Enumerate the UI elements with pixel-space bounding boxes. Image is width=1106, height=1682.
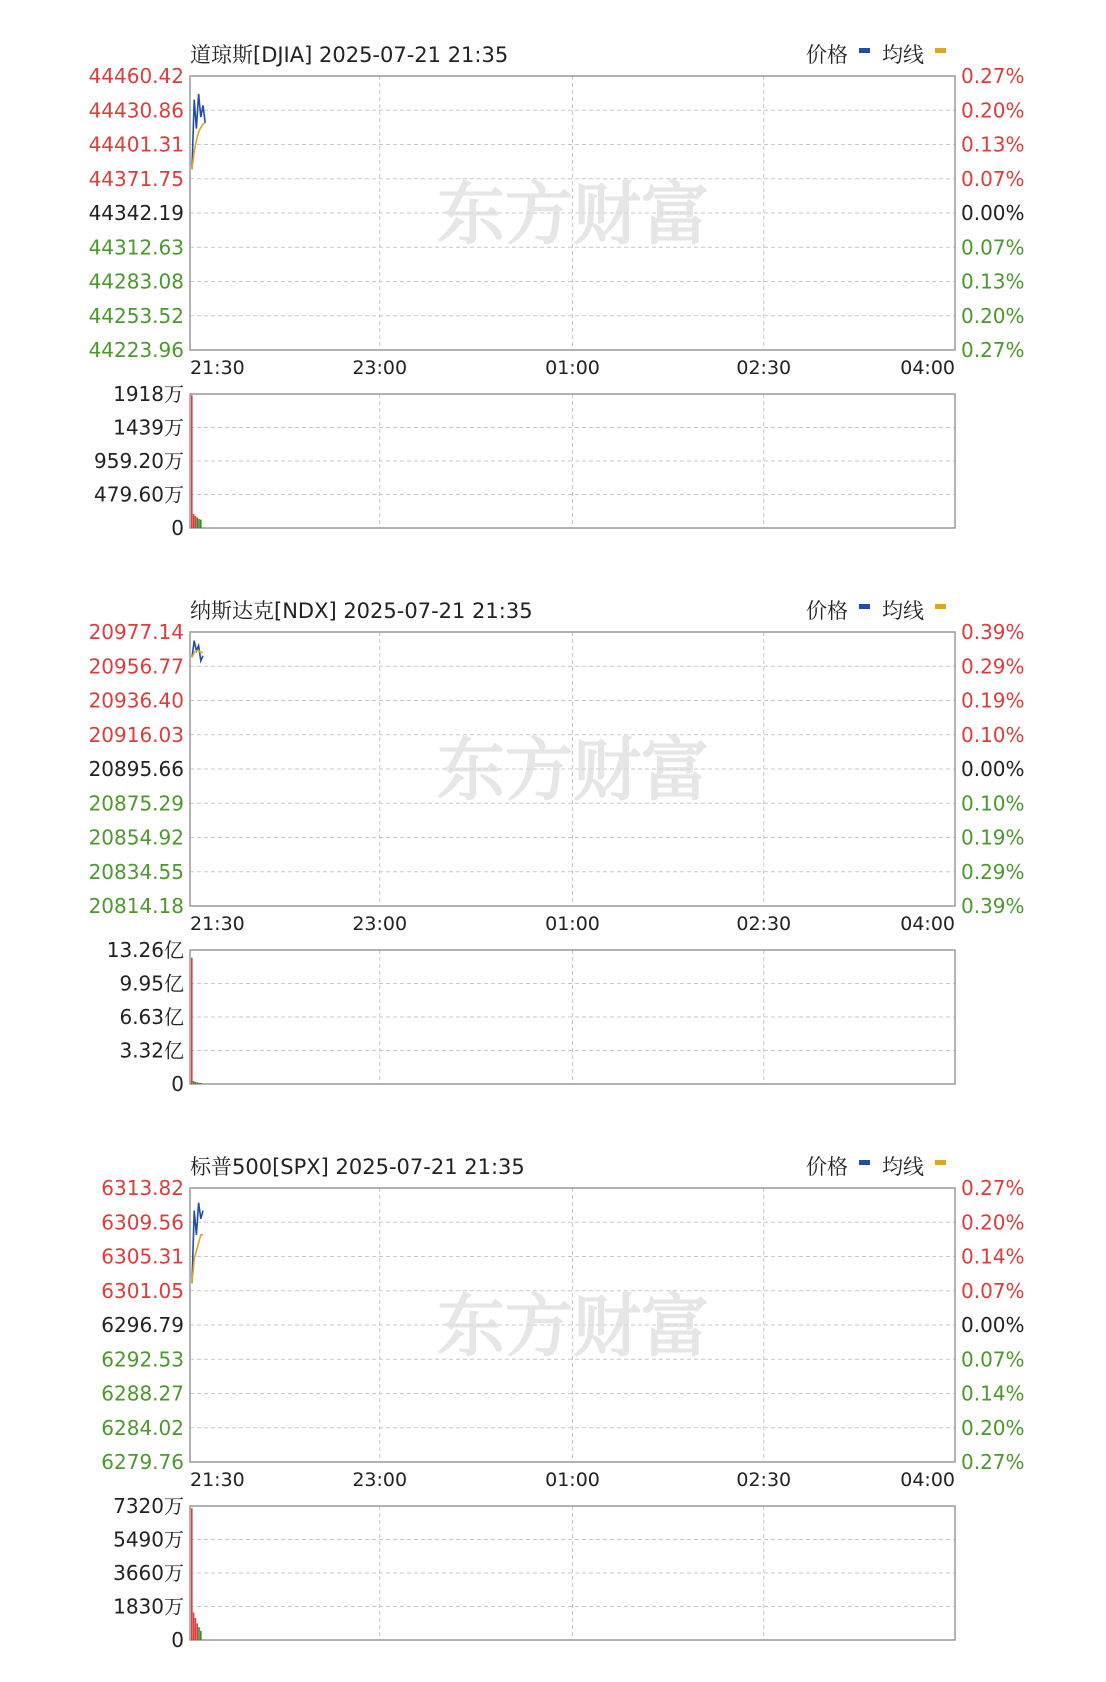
price-axis-label: 6284.02 xyxy=(101,1415,184,1440)
volume-bar xyxy=(196,1082,198,1084)
volume-axis-label: 479.60万 xyxy=(94,482,184,507)
volume-bar xyxy=(200,1631,202,1640)
pct-axis-label: 0.00% xyxy=(961,201,1025,225)
price-axis-label: 20854.92 xyxy=(88,825,184,850)
volume-axis-label: 0 xyxy=(171,1628,184,1652)
price-axis-label: 20977.14 xyxy=(88,620,184,644)
pct-axis-label: 0.39% xyxy=(961,620,1025,644)
volume-bar xyxy=(195,516,197,528)
time-axis-label: 01:00 xyxy=(545,913,600,935)
volume-axis-label: 6.63亿 xyxy=(119,1005,184,1029)
pct-axis-label: 0.10% xyxy=(961,722,1025,747)
watermark-text: 东方财富 xyxy=(436,1288,710,1367)
pct-axis-label: 0.39% xyxy=(961,894,1025,918)
price-axis-label: 20834.55 xyxy=(88,859,184,884)
volume-bar xyxy=(196,518,198,528)
volume-bar xyxy=(193,1613,195,1640)
pct-axis-label: 0.13% xyxy=(961,269,1025,294)
pct-axis-label: 0.14% xyxy=(961,1244,1025,1269)
time-axis-label: 02:30 xyxy=(736,357,792,379)
volume-axis-label: 13.26亿 xyxy=(106,938,184,962)
chart-panel xyxy=(89,599,1025,1096)
volume-axis-label: 5490万 xyxy=(113,1527,184,1552)
pct-axis-label: 0.29% xyxy=(961,859,1025,884)
volume-bar xyxy=(191,958,193,1084)
chart-title: 标普500[SPX] 2025-07-21 21:35 xyxy=(190,1155,525,1179)
volume-bar xyxy=(198,1627,200,1640)
price-axis-label: 20895.66 xyxy=(88,757,184,781)
volume-axis-label: 1830万 xyxy=(113,1594,184,1619)
time-axis-label: 01:00 xyxy=(545,1469,600,1491)
price-axis-label: 44430.86 xyxy=(88,98,184,123)
price-axis-label: 44460.42 xyxy=(88,64,184,88)
watermark-text: 东方财富 xyxy=(436,176,710,255)
legend-price-label: 价格 xyxy=(806,1155,848,1179)
pct-axis-label: 0.00% xyxy=(961,1313,1025,1337)
volume-bar xyxy=(195,1082,197,1084)
pct-axis-label: 0.07% xyxy=(961,1278,1025,1303)
legend-price-label: 价格 xyxy=(806,43,848,67)
pct-axis-label: 0.07% xyxy=(961,1347,1025,1372)
volume-axis-label: 1439万 xyxy=(113,415,184,440)
volume-bar xyxy=(198,1083,200,1084)
legend-avg-swatch xyxy=(935,604,946,609)
price-axis-label: 6279.76 xyxy=(101,1450,184,1474)
time-axis-label: 21:30 xyxy=(190,913,245,935)
price-axis-label: 6288.27 xyxy=(101,1381,184,1406)
watermark-text: 东方财富 xyxy=(436,732,710,811)
volume-axis-label: 0 xyxy=(171,516,184,540)
price-axis-label: 20936.40 xyxy=(88,688,184,713)
pct-axis-label: 0.19% xyxy=(961,688,1025,713)
price-axis-label: 6301.05 xyxy=(101,1278,184,1303)
average-line xyxy=(192,651,203,658)
legend-avg-label: 均线 xyxy=(882,599,924,623)
time-axis-label: 21:30 xyxy=(190,1469,245,1491)
legend-avg-label: 均线 xyxy=(882,1155,924,1179)
pct-axis-label: 0.27% xyxy=(961,338,1025,362)
chart-title: 纳斯达克[NDX] 2025-07-21 21:35 xyxy=(190,599,533,623)
pct-axis-label: 0.19% xyxy=(961,825,1025,850)
time-axis-label: 23:00 xyxy=(352,357,408,379)
volume-axis-label: 3660万 xyxy=(113,1561,184,1585)
volume-axis-label: 3.32亿 xyxy=(119,1038,184,1063)
pct-axis-label: 0.10% xyxy=(961,791,1025,816)
volume-bar xyxy=(200,520,202,528)
pct-axis-label: 0.13% xyxy=(961,132,1025,157)
time-axis-label: 23:00 xyxy=(352,913,408,935)
price-axis-label: 6309.56 xyxy=(101,1210,184,1235)
volume-bar xyxy=(198,519,200,528)
price-axis-label: 6296.79 xyxy=(101,1313,184,1337)
legend-price-swatch xyxy=(859,604,870,609)
legend-price-swatch xyxy=(859,1160,870,1165)
chart-title: 道琼斯[DJIA] 2025-07-21 21:35 xyxy=(190,43,509,67)
time-axis-label: 04:00 xyxy=(900,357,955,379)
legend-avg-swatch xyxy=(935,1160,946,1165)
pct-axis-label: 0.20% xyxy=(961,1210,1025,1235)
volume-axis-label: 959.20万 xyxy=(94,449,184,473)
pct-axis-label: 0.27% xyxy=(961,1176,1025,1200)
volume-bar xyxy=(195,1618,197,1640)
volume-bar xyxy=(200,1083,202,1084)
volume-axis-label: 9.95亿 xyxy=(119,971,184,996)
price-axis-label: 6305.31 xyxy=(101,1244,184,1269)
chart-panel xyxy=(89,43,1025,540)
time-axis-label: 02:30 xyxy=(736,1469,792,1491)
price-axis-label: 44312.63 xyxy=(88,235,184,260)
price-axis-label: 6292.53 xyxy=(101,1347,184,1372)
volume-bar xyxy=(191,1508,193,1640)
pct-axis-label: 0.20% xyxy=(961,98,1025,123)
pct-axis-label: 0.00% xyxy=(961,757,1025,781)
pct-axis-label: 0.07% xyxy=(961,166,1025,191)
volume-bar xyxy=(193,514,195,528)
time-axis-label: 01:00 xyxy=(545,357,600,379)
price-axis-label: 44371.75 xyxy=(88,166,184,191)
time-axis-label: 04:00 xyxy=(900,913,955,935)
pct-axis-label: 0.14% xyxy=(961,1381,1025,1406)
price-axis-label: 44223.96 xyxy=(88,338,184,362)
price-axis-label: 6313.82 xyxy=(101,1176,184,1200)
price-axis-label: 20814.18 xyxy=(88,894,184,918)
legend-avg-swatch xyxy=(935,48,946,53)
volume-axis-label: 1918万 xyxy=(113,382,184,406)
price-axis-label: 44283.08 xyxy=(88,269,184,294)
price-axis-label: 44342.19 xyxy=(88,201,184,225)
time-axis-label: 21:30 xyxy=(190,357,245,379)
price-axis-label: 20916.03 xyxy=(88,722,184,747)
volume-bar xyxy=(196,1624,198,1640)
time-axis-label: 23:00 xyxy=(352,1469,408,1491)
price-axis-label: 20956.77 xyxy=(88,654,184,679)
pct-axis-label: 0.27% xyxy=(961,1450,1025,1474)
legend-avg-label: 均线 xyxy=(882,43,924,67)
pct-axis-label: 0.20% xyxy=(961,1415,1025,1440)
time-axis-label: 04:00 xyxy=(900,1469,955,1491)
pct-axis-label: 0.20% xyxy=(961,303,1025,328)
pct-axis-label: 0.27% xyxy=(961,64,1025,88)
price-axis-label: 20875.29 xyxy=(88,791,184,816)
volume-axis-label: 0 xyxy=(171,1072,184,1096)
price-axis-label: 44401.31 xyxy=(88,132,184,157)
legend-price-label: 价格 xyxy=(806,599,848,623)
price-axis-label: 44253.52 xyxy=(88,303,184,328)
volume-axis-label: 7320万 xyxy=(113,1494,184,1518)
chart-panel xyxy=(101,1155,1024,1652)
volume-bar xyxy=(191,395,193,528)
time-axis-label: 02:30 xyxy=(736,913,792,935)
pct-axis-label: 0.07% xyxy=(961,235,1025,260)
volume-bar xyxy=(193,1081,195,1084)
legend-price-swatch xyxy=(859,48,870,53)
pct-axis-label: 0.29% xyxy=(961,654,1025,679)
